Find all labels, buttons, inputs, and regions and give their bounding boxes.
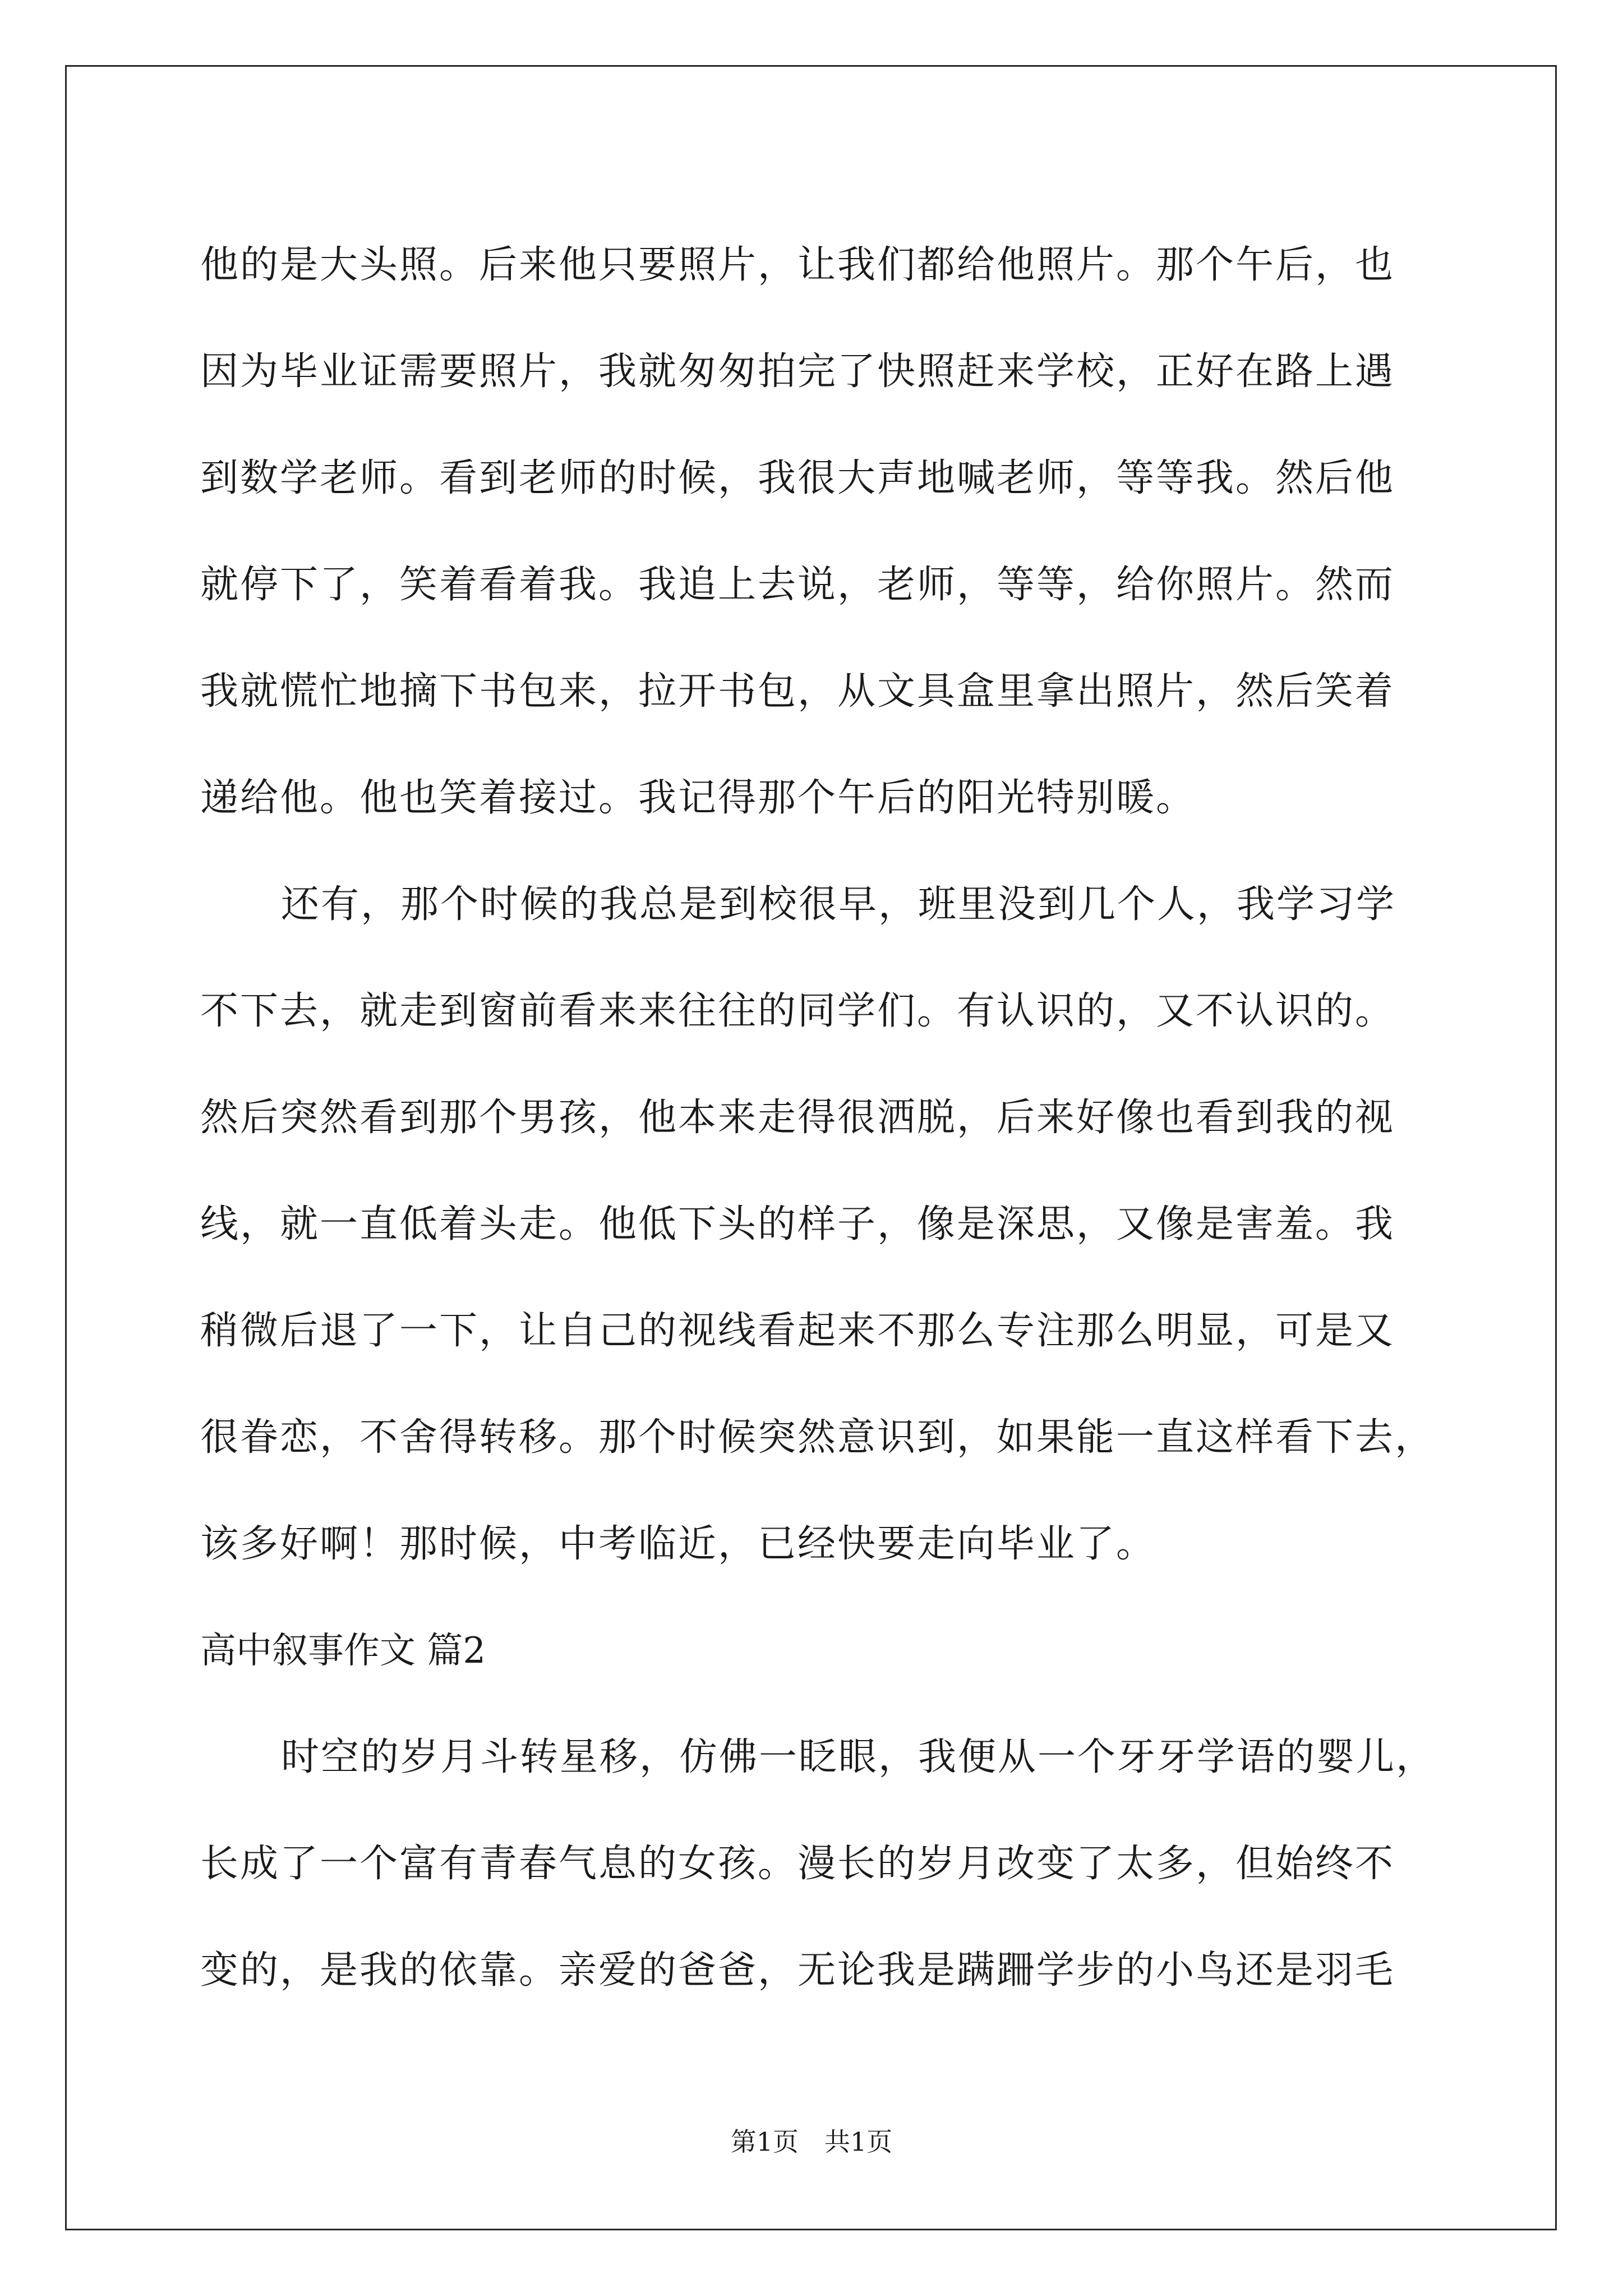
- text-line: 就停下了，笑着看着我。我追上去说，老师，等等，给你照片。然而: [200, 563, 1395, 607]
- paragraph: [200, 852, 1479, 1598]
- paragraph: [200, 212, 1479, 852]
- section-heading: 高中叙事作文 篇2: [200, 1630, 486, 1672]
- text-line: 线，就一直低着头走。他低下头的样子，像是深思，又像是害羞。我: [200, 1202, 1395, 1246]
- text-line: 时空的岁月斗转星移，仿佛一眨眼，我便从一个牙牙学语的婴儿，: [281, 1735, 1436, 1779]
- text-line: 该多好啊！那时候，中考临近，已经快要走向毕业了。: [200, 1522, 1156, 1566]
- page-footer: 第1页 共1页: [730, 2127, 893, 2157]
- text-line: 变的，是我的依靠。亲爱的爸爸，无论我是蹒跚学步的小鸟还是羽毛: [200, 1948, 1395, 1993]
- text-line: 不下去，就走到窗前看来来往往的同学们。有认识的，又不认识的。: [200, 989, 1395, 1033]
- text-line: 稍微后退了一下，让自己的视线看起来不那么专注那么明显，可是又: [200, 1309, 1395, 1353]
- text-line: 还有，那个时候的我总是到校很早，班里没到几个人，我学习学: [281, 882, 1396, 927]
- document-body: [200, 212, 1479, 2024]
- text-line: 我就慌忙地摘下书包来，拉开书包，从文具盒里拿出照片，然后笑着: [200, 669, 1395, 714]
- text-line: 他的是大头照。后来他只要照片，让我们都给他照片。那个午后，也: [200, 243, 1395, 287]
- text-line: 很眷恋，不舍得转移。那个时候突然意识到，如果能一直这样看下去，: [200, 1415, 1435, 1460]
- text-line: 递给他。他也笑着接过。我记得那个午后的阳光特别暖。: [200, 776, 1196, 820]
- paragraph: [200, 1704, 1479, 2024]
- text-line: 因为毕业证需要照片，我就匆匆拍完了快照赶来学校，正好在路上遇: [200, 349, 1395, 394]
- text-line: 然后突然看到那个男孩，他本来走得很洒脱，后来好像也看到我的视: [200, 1096, 1395, 1140]
- text-line: 长成了一个富有青春气息的女孩。漫长的岁月改变了太多，但始终不: [200, 1842, 1395, 1886]
- text-line: 到数学老师。看到老师的时候，我很大声地喊老师，等等我。然后他: [200, 456, 1395, 500]
